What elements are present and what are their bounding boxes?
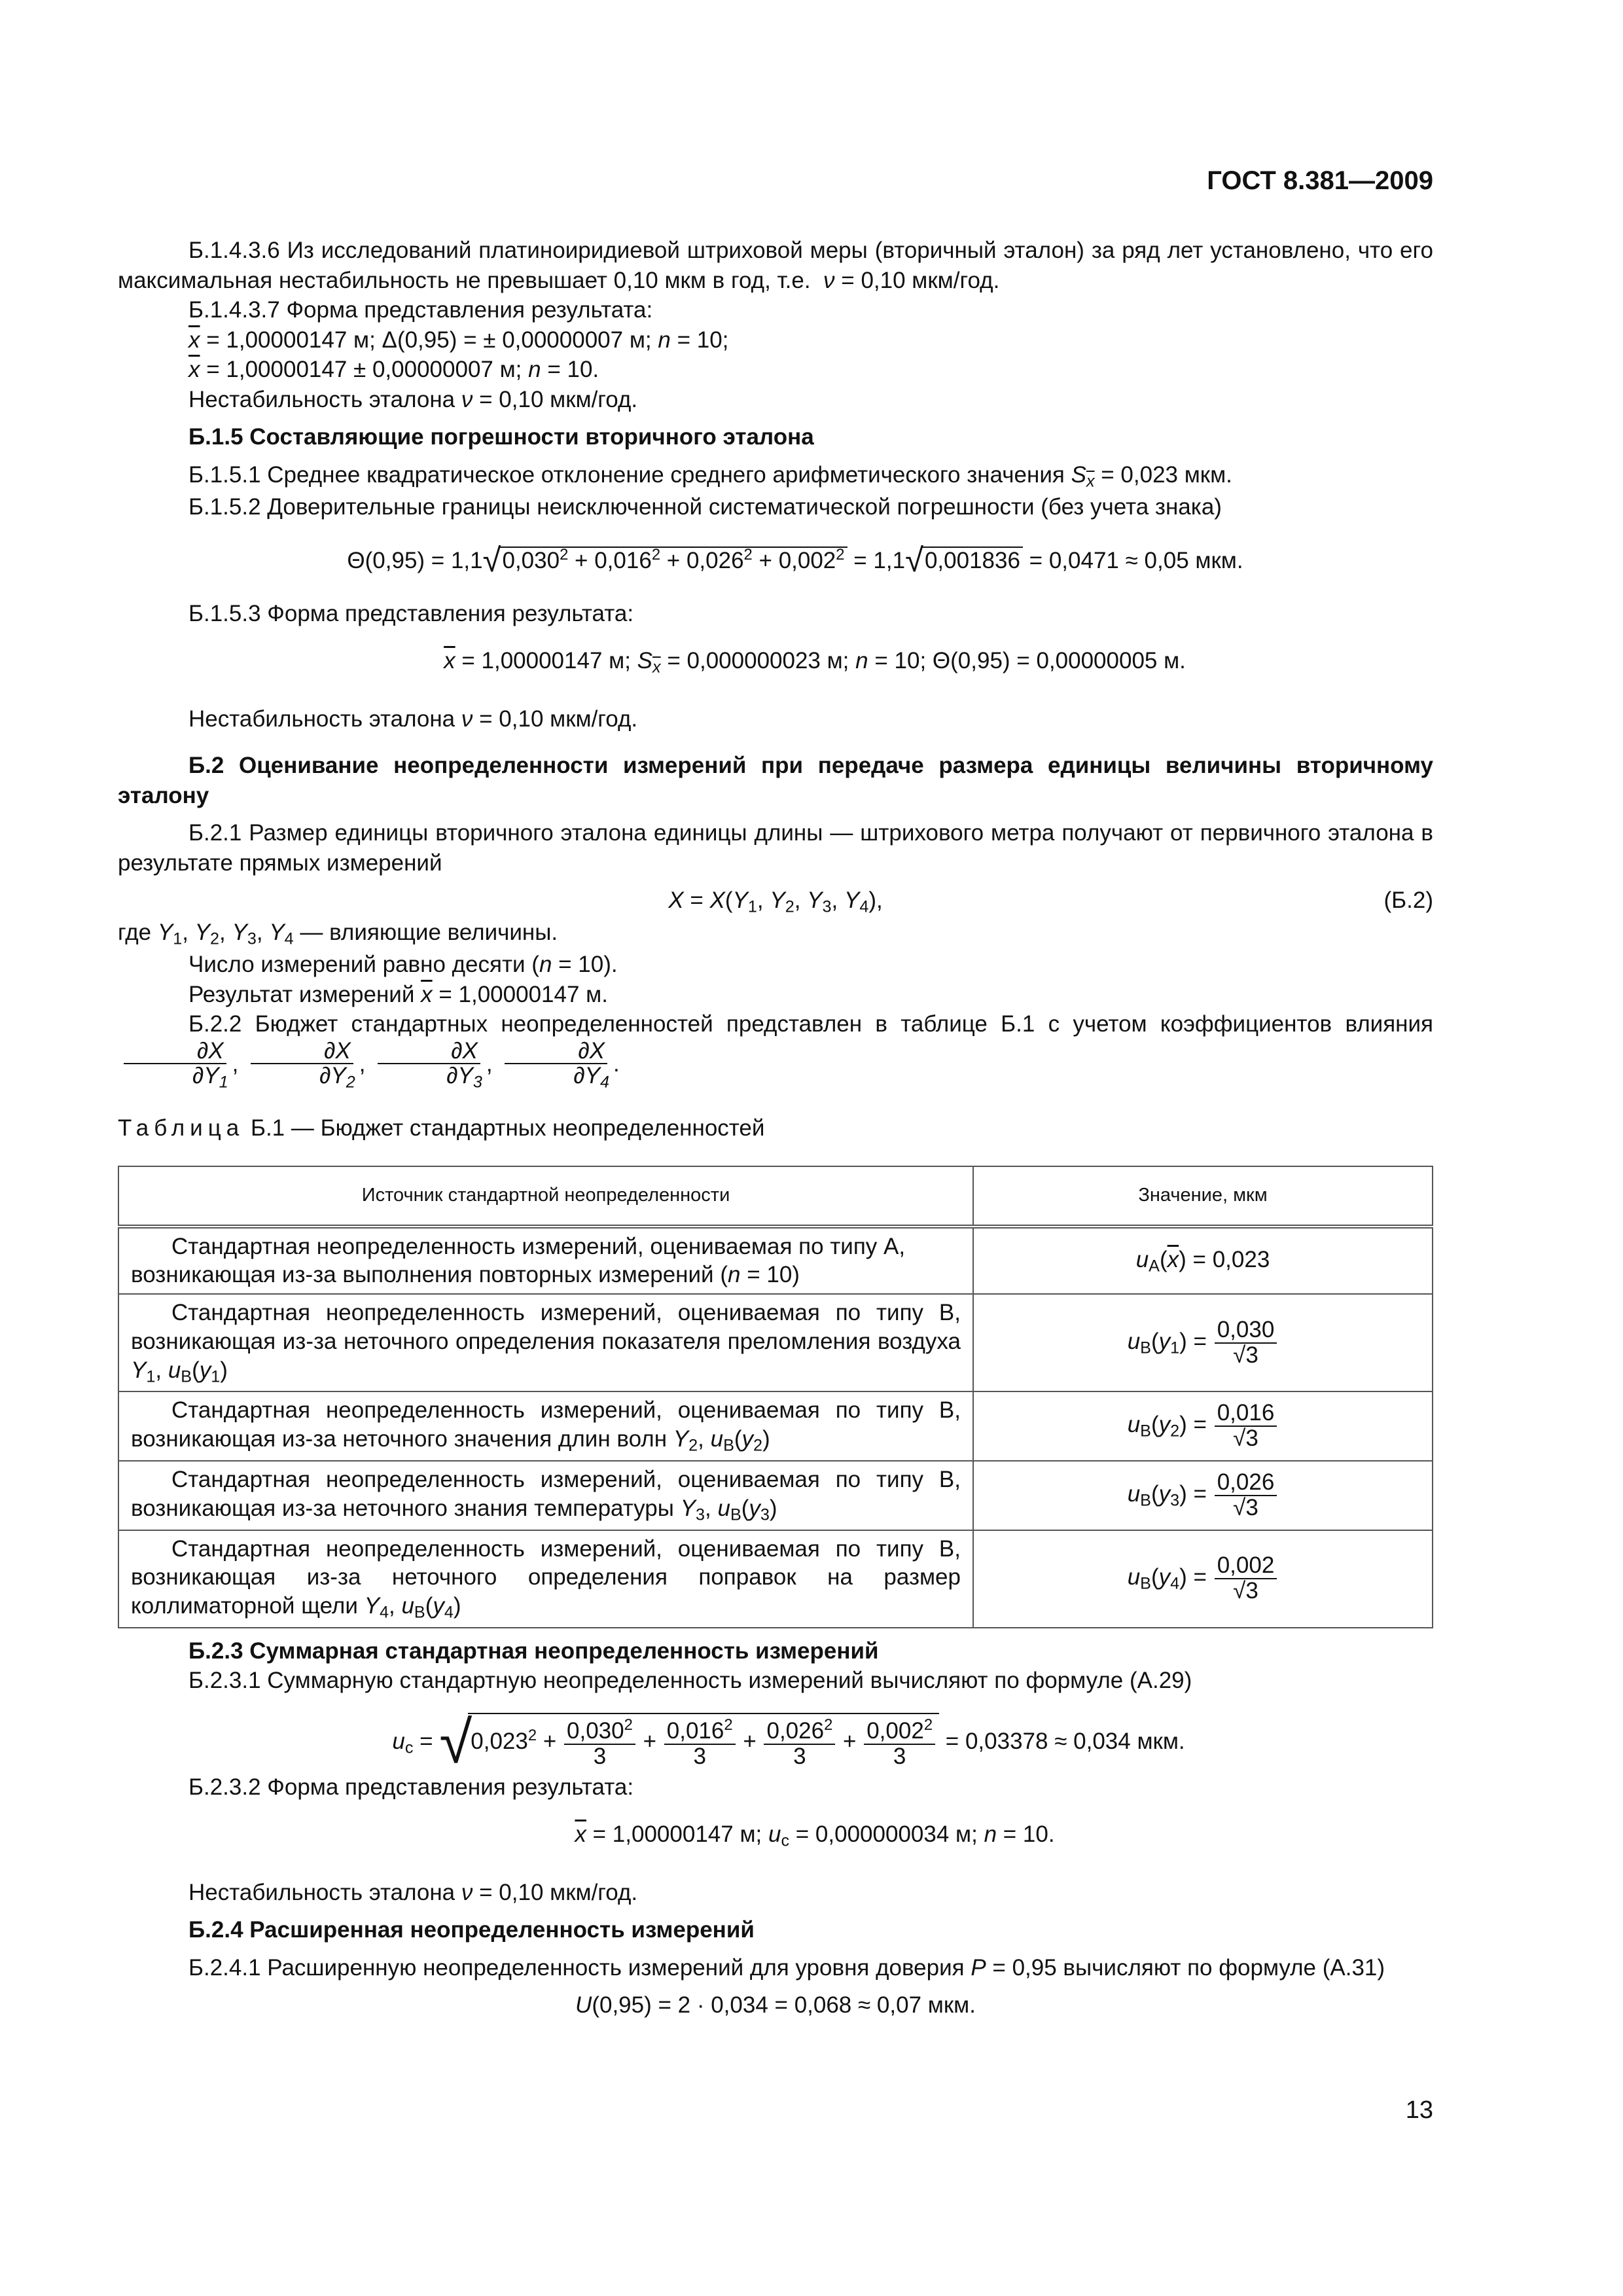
column-header-source: Источник стандартной неопределенности [118, 1166, 973, 1227]
instab-val-1: = 0,10 мкм/год. [479, 386, 638, 412]
paragraph-b21: Б.2.1 Размер единицы вторичного эталона единицы длины — штрихового метра получают от первичного эталона в результате прямых измерений [118, 820, 1433, 876]
res2-b: = 10. [547, 357, 599, 382]
instab-label-2: Нестабильность эталона [188, 706, 455, 732]
table-caption-prefix: Таблица [118, 1115, 245, 1141]
res4-a: = 1,00000147 м; [592, 1821, 762, 1847]
res3-a: = 1,00000147 м; [461, 647, 631, 673]
page-header-title: ГОСТ 8.381—2009 [1207, 166, 1433, 195]
value-cell: $u_B(y_2)$ = $\frac{0,016}{√3}$ [973, 1391, 1433, 1461]
res1-c: = 10; [677, 327, 729, 353]
uc-term-4: 0,026 [766, 1717, 825, 1744]
table-row [118, 1391, 1433, 1461]
row1-value: = 0,023 [1192, 1246, 1270, 1272]
source-cell: Стандартная неопределенность измерений, оцениваемая по типу В, возникающая из-за неточного значения длин волн $Y_2$, $u_B(y_2)$ [118, 1391, 973, 1461]
row5-text: Стандартная неопределенность измерений, оцениваемая по типу В, возникающая из-за неточного определения поправок на размер коллиматорной щели [131, 1535, 961, 1619]
uc-formula: $u_c = √0,023^2$ + $\frac{0,030^2}{3}$ + $\frac{0,016^2}{3}$ + $\frac{0,026^2}{3}$ + $\frac{0,002^2}{3}$ = 0,03378 ≈ 0,034 мкм. [392, 1710, 1185, 1776]
res3-c: = 10; [874, 647, 927, 673]
p1436-text: Б.1.4.3.6 Из исследований платиноиридиевой штриховой меры (вторичный эталон) за ряд лет установлено, что его максимальная нестабильность не превышает 0,10 мкм в год, т.е. [118, 238, 1433, 293]
res3-d: Θ(0,95) = 0,00000005 м. [932, 647, 1186, 673]
page-number: 13 [1405, 2096, 1433, 2124]
p151-text: Б.1.5.1 Среднее квадратическое отклонение среднего арифметического значения [188, 461, 1065, 488]
heading-b15: Б.1.5 Составляющие погрешности вторичного эталона [188, 424, 814, 450]
theta-term-4: 0,002 [778, 547, 836, 573]
paragraph-b151: Б.1.5.1 Среднее квадратическое отклонение среднего арифметического значения $S_{\overline{x}} = 0,023$ мкм. [188, 461, 1232, 490]
heading-b24: Б.2.4 Расширенная неопределенность измерений [188, 1917, 755, 1943]
result-meas-label: Результат измерений [188, 981, 415, 1007]
u095-text: (0,95) = 2 · 0,034 = 0,068 ≈ 0,07 мкм. [592, 1992, 976, 2018]
p-b241-b: = 0,95 вычисляют по формуле (А.31) [992, 1954, 1385, 1981]
value-cell: $u_B(y_4)$ = $\frac{0,002}{√3}$ [973, 1530, 1433, 1628]
theta-term-1: 0,030 [502, 547, 560, 573]
theta-result: = 0,0471 ≈ 0,05 мкм. [1029, 547, 1243, 573]
equation-number: (Б.2) [1383, 888, 1433, 914]
p1436-tail: = 0,10 мкм/год. [841, 267, 1000, 293]
source-cell: Стандартная неопределенность измерений, оцениваемая по типу В, возникающая из-за неточного знания температуры $Y_3$, $u_B(y_3)$ [118, 1461, 973, 1530]
uc-den-1: 3 [593, 1743, 607, 1769]
res1-b: (0,95) = ± 0,00000007 м; [397, 327, 652, 353]
instab-label-3: Нестабильность эталона [188, 1879, 455, 1905]
uc-den-4: 3 [893, 1743, 906, 1769]
table-row [118, 1461, 1433, 1530]
res1-a: = 1,00000147 м; [206, 327, 376, 353]
uc-den-3: 3 [793, 1743, 806, 1769]
table-caption-text: Б.1 — Бюджет стандартных неопределенностей [250, 1115, 765, 1141]
table-row [118, 1530, 1433, 1628]
row2-text: Стандартная неопределенность измерений, оцениваемая по типу В, возникающая из-за неточного определения показателя преломления воздуха [131, 1300, 961, 1354]
n-meas-text: Число измерений равно десяти ( [188, 952, 539, 978]
row3-value: 0,016 [1215, 1401, 1277, 1427]
instab-label-1: Нестабильность эталона [188, 386, 455, 412]
document-body [118, 157, 1433, 2020]
result-line-2: $\overline{x} = 1,00000147 \pm 0,00000007$ м; n = 10. [188, 357, 599, 382]
instability-line-3: Нестабильность эталона ν = 0,10 мкм/год. [188, 1879, 638, 1905]
source-cell: Стандартная неопределенность измерений, оцениваемая по типу А, возникающая из-за выполнения повторных измерений (n = 10) [118, 1227, 973, 1295]
source-cell: Стандартная неопределенность измерений, оцениваемая по типу В, возникающая из-за неточного определения показателя преломления воздуха $Y_1$, $u_B(y_1)$ [118, 1294, 973, 1391]
row2-value: 0,030 [1215, 1318, 1277, 1344]
paragraph-b1437: Б.1.4.3.7 Форма представления результата: [188, 297, 653, 323]
result-line-3: $\overline{x} = 1,00000147$ м; $S_{\overline{x}} = 0,000000023$ м; n = 10; Θ(0,95) = 0,00000005 м. [444, 647, 1186, 676]
u095-formula: U(0,95) = 2 · 0,034 = 0,068 ≈ 0,07 мкм. [575, 1992, 976, 2018]
uncertainty-budget-table [118, 1166, 1433, 1628]
where-line: где $Y_1$, $Y_2$, $Y_3$, $Y_4$ — влияющие величины. [118, 920, 558, 948]
measurement-result: Результат измерений $\overline{x} = 1,00000147$ м. [188, 981, 608, 1007]
uc-term-5: 0,002 [866, 1717, 924, 1744]
heading-b2: Б.2 Оценивание неопределенности измерений при передаче размера единицы величины вторичному эталону [118, 753, 1433, 808]
column-header-value: Значение, мкм [973, 1166, 1433, 1227]
theta-lhs: Θ(0,95) = 1,1 [347, 547, 483, 573]
p-b241-a: Б.2.4.1 Расширенную неопределенность измерений для уровня доверия [188, 1954, 965, 1981]
measurement-count: Число измерений равно десяти (n = 10). [188, 952, 618, 978]
table-caption [118, 1113, 1433, 1143]
p151-val: = 0,023 мкм. [1101, 461, 1232, 488]
paragraph-b241: Б.2.4.1 Расширенную неопределенность измерений для уровня доверия P = 0,95 вычисляют по формуле (А.31) [188, 1954, 1385, 1981]
theta-term-2: 0,016 [594, 547, 652, 573]
paragraph-b1436 [118, 236, 1433, 295]
value-cell: $u_A(\overline{x}) = 0,023$ [973, 1227, 1433, 1295]
paragraph-b231: Б.2.3.1 Суммарную стандартную неопределенность измерений вычисляют по формуле (А.29) [188, 1668, 1192, 1694]
equation-b2: $X = X(Y_1$, $Y_2$, $Y_3$, $Y_4$), (Б.2) [118, 886, 1433, 918]
theta-rad2: 0,001836 [922, 547, 1023, 573]
uc-term-1: 0,023 [471, 1728, 528, 1754]
uc-term-2: 0,030 [567, 1717, 624, 1744]
paragraph-b232: Б.2.3.2 Форма представления результата: [188, 1774, 634, 1801]
theta-formula: $\Theta(0,95) = 1,1√0,030^2 + 0,016^2 + 0,026^2 + 0,002^2 = 1,1√0,001836 = 0,0471 \approx 0,05$ мкм. [347, 541, 1243, 579]
row3-text: Стандартная неопределенность измерений, оцениваемая по типу В, возникающая из-за неточного значения длин волн [131, 1397, 961, 1452]
table-row [118, 1294, 1433, 1391]
p-b22-text: Б.2.2 Бюджет стандартных неопределенностей представлен в таблице Б.1 с учетом коэффициентов влияния [188, 1011, 1433, 1037]
value-cell: $u_B(y_1)$ = $\frac{0,030}{√3}$ [973, 1294, 1433, 1391]
instability-line-1: Нестабильность эталона ν = 0,10 мкм/год. [188, 386, 638, 412]
value-cell: $u_B(y_3)$ = $\frac{0,026}{√3}$ [973, 1461, 1433, 1530]
paragraph-b153: Б.1.5.3 Форма представления результата: [188, 601, 634, 627]
instability-line-2: Нестабильность эталона ν = 0,10 мкм/год. [188, 706, 638, 732]
n-meas-tail: = 10). [558, 952, 618, 978]
res2-a: = 1,00000147 ± 0,00000007 м; [206, 357, 522, 382]
uc-result: = 0,03378 ≈ 0,034 мкм. [945, 1728, 1185, 1754]
res4-c: = 10. [1003, 1821, 1055, 1847]
nu-symbol: ν [817, 267, 835, 293]
source-cell: Стандартная неопределенность измерений, оцениваемая по типу В, возникающая из-за неточного определения поправок на размер коллиматорной щели $Y_4$, $u_B(y_4)$ [118, 1530, 973, 1628]
row4-text: Стандартная неопределенность измерений, оцениваемая по типу В, возникающая из-за неточного знания температуры [131, 1467, 961, 1521]
instab-val-2: = 0,10 мкм/год. [479, 706, 638, 732]
uc-term-3: 0,016 [666, 1717, 724, 1744]
theta-term-3: 0,026 [686, 547, 744, 573]
paragraph-b152: Б.1.5.2 Доверительные границы неисключенной систематической погрешности (без учета знака) [188, 493, 1222, 520]
where-text: — влияющие величины. [300, 920, 558, 946]
row1-tail: = 10) [747, 1262, 800, 1288]
theta-mid: = 1,1 [853, 547, 906, 573]
result-line-4: $\overline{x} = 1,00000147$ м; $u_c = 0,000000034$ м; n = 10. [575, 1821, 1055, 1850]
instab-val-3: = 0,10 мкм/год. [479, 1879, 638, 1905]
row4-value: 0,026 [1215, 1471, 1277, 1496]
heading-b23: Б.2.3 Суммарная стандартная неопределенность измерений [188, 1638, 879, 1664]
result-line-1: $\overline{x} = 1,00000147$ м; Δ(0,95) = ± 0,00000007 м; n = 10; [188, 327, 729, 353]
table-row [118, 1227, 1433, 1295]
result-meas-val: = 1,00000147 м. [438, 981, 608, 1007]
row1-line1: Стандартная неопределенность измерений, оцениваемая по типу А, [171, 1233, 906, 1259]
paragraph-b22: Б.2.2 Бюджет стандартных неопределенностей представлен в таблице Б.1 с учетом коэффициентов влияния $\frac{\partial X}{\partial Y_1}$ , $\frac{\partial X}{\partial Y_2}$ , $\frac{\partial X}{\partial Y_3}$ , $\frac{\partial X}{\partial Y_4}$ . [118, 1009, 1433, 1091]
res4-b: = 0,000000034 м; [795, 1821, 978, 1847]
where-prefix: где [118, 920, 152, 946]
row1-line2: возникающая из-за выполнения повторных измерений ( [131, 1262, 728, 1288]
uc-den-2: 3 [693, 1743, 706, 1769]
row5-value: 0,002 [1215, 1554, 1277, 1579]
res3-b: = 0,000000023 м; [667, 647, 849, 673]
